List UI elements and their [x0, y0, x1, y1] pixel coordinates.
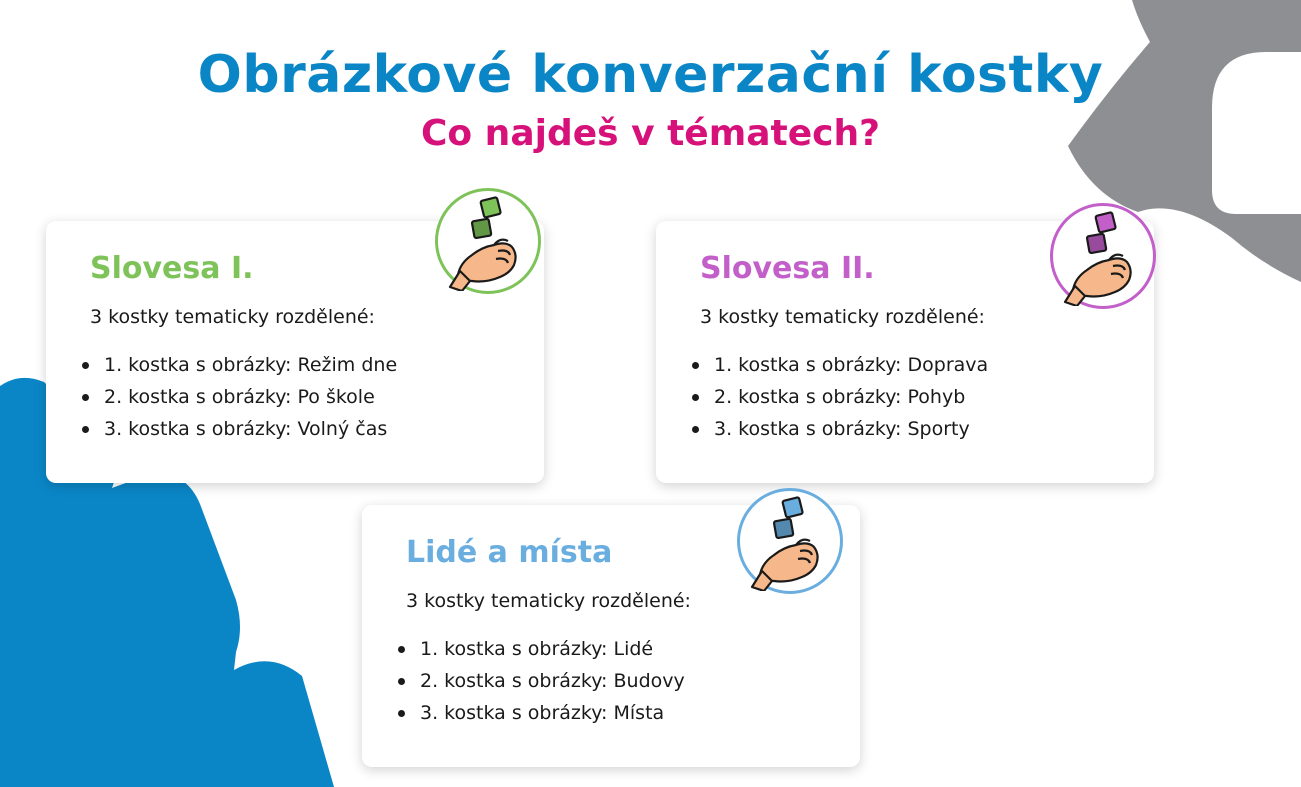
bullet-icon — [82, 362, 89, 369]
list-item-label: 2. kostka s obrázky: Po škole — [104, 386, 375, 408]
card-item-list — [78, 349, 397, 445]
card-intro: 3 kostky tematicky rozdělené: — [700, 306, 985, 328]
bullet-icon — [692, 394, 699, 401]
list-item-label: 3. kostka s obrázky: Sporty — [714, 418, 970, 440]
card-intro: 3 kostky tematicky rozdělené: — [90, 306, 375, 328]
hand-with-dice-icon — [1050, 203, 1156, 309]
page-title: Obrázkové konverzační kostky — [197, 45, 1104, 105]
hand-with-dice-icon — [435, 188, 541, 294]
bullet-icon — [82, 394, 89, 401]
list-item — [78, 349, 397, 381]
card-title: Slovesa II. — [700, 251, 875, 286]
list-item-label: 1. kostka s obrázky: Doprava — [714, 354, 989, 376]
hand-with-dice-icon — [737, 488, 843, 594]
bullet-icon — [398, 678, 405, 685]
list-item — [688, 381, 988, 413]
bullet-icon — [692, 426, 699, 433]
bullet-icon — [398, 710, 405, 717]
list-item-label: 1. kostka s obrázky: Režim dne — [104, 354, 398, 376]
card-intro: 3 kostky tematicky rozdělené: — [406, 590, 691, 612]
card-item-list — [688, 349, 988, 445]
bullet-icon — [398, 646, 405, 653]
list-item-label: 3. kostka s obrázky: Volný čas — [104, 418, 388, 440]
list-item — [394, 633, 685, 665]
list-item — [78, 413, 397, 445]
list-item — [688, 413, 988, 445]
bullet-icon — [82, 426, 89, 433]
list-item-label: 3. kostka s obrázky: Místa — [420, 702, 665, 724]
card-title: Slovesa I. — [90, 251, 254, 286]
list-item-label: 2. kostka s obrázky: Pohyb — [714, 386, 966, 408]
list-item — [78, 381, 397, 413]
list-item — [394, 665, 685, 697]
bullet-icon — [692, 362, 699, 369]
list-item-label: 2. kostka s obrázky: Budovy — [420, 670, 685, 692]
card-item-list — [394, 633, 685, 729]
list-item-label: 1. kostka s obrázky: Lidé — [420, 638, 654, 660]
page-subtitle: Co najdeš v tématech? — [421, 113, 880, 154]
card-title: Lidé a místa — [406, 535, 613, 570]
list-item — [688, 349, 988, 381]
list-item — [394, 697, 685, 729]
